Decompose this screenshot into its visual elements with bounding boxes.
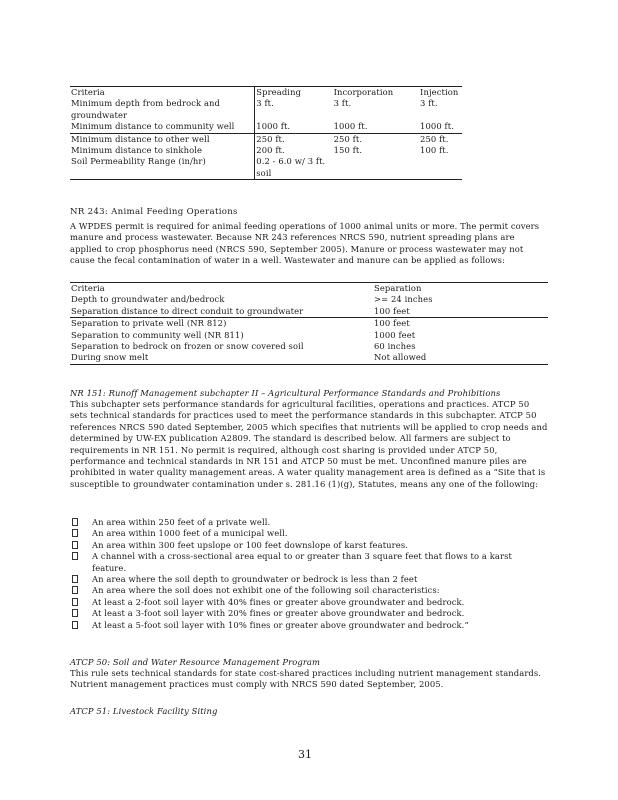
table-cell: >= 24 inches bbox=[374, 294, 433, 305]
bullet-box-icon bbox=[72, 541, 78, 549]
list-item bbox=[70, 528, 548, 539]
list-item-text: An area where the soil depth to groundwater or bedrock is less than 2 feet bbox=[92, 574, 418, 585]
table-cell: During snow melt bbox=[70, 352, 373, 364]
table-cell: Soil Permeability Range (in/hr) bbox=[70, 156, 255, 179]
nr151-title: NR 151: Runoff Management subchapter II – Agricultural Performance Standards and Prohibitions bbox=[70, 388, 501, 398]
table-cell: 250 ft. bbox=[419, 133, 462, 145]
water-quality-area-list bbox=[70, 517, 548, 631]
table-row bbox=[70, 145, 462, 156]
table-cell: 3 ft. bbox=[420, 98, 438, 109]
page-number: 31 bbox=[298, 748, 312, 761]
table-cell: Minimum depth from bedrock and groundwater bbox=[70, 98, 255, 121]
list-item-text: At least a 5-foot soil layer with 10% fines or greater above groundwater and bedrock.” bbox=[92, 619, 469, 630]
bullet-box-icon bbox=[72, 529, 78, 537]
bullet-box-icon bbox=[72, 598, 78, 606]
table-cell: 1000 ft. bbox=[333, 121, 368, 132]
table-cell: 0.2 - 6.0 w/ 3 ft. soil bbox=[255, 156, 333, 179]
table-cell: Minimum distance to sinkhole bbox=[70, 145, 255, 156]
application-criteria-table bbox=[70, 86, 462, 180]
separation-table bbox=[70, 282, 548, 365]
nr151-paragraph: This subchapter sets performance standards for agricultural facilities, operations and practices. ATCP 50 sets technical standards for practices used to meet the performance standards in this subchapter. ATCP 50 references NRCS 590 dated September, 2005 which specifies that nutrients will be applied to crop needs and determined by UW-EX publication A2809. The standard is described below. All farmers are subject to requirements in NR 151. No permit is required, although cost sharing is provided under ATCP 50, performance and technical standards in NR 151 and ATCP 50 must be met. Unconfined manure piles are prohibited in water quality management areas. A water quality management area is defined as a “Site that is susceptible to groundwater contamination under s. 281.16 (1)(g), Statutes, means any one of the following: bbox=[70, 399, 548, 489]
bullet-box-icon bbox=[72, 586, 78, 594]
list-item bbox=[70, 608, 548, 619]
table-cell: Separation distance to direct conduit to groundwater bbox=[71, 305, 304, 316]
list-item bbox=[70, 551, 548, 574]
nr243-paragraph: A WPDES permit is required for animal feeding operations of 1000 animal units or more. The permit covers manure and process wastewater. Because NR 243 references NRCS 590, nutrient spreading plans are applied to crop phosphorus need (NRCS 590, September 2005). Manure or process wastewater may not cause the fecal contamination of water in a well. Wastewater and manure can be applied as follows: bbox=[70, 221, 540, 266]
bullet-box-icon bbox=[72, 609, 78, 617]
bullet-box-icon bbox=[72, 575, 78, 583]
bullet-box-icon bbox=[72, 518, 78, 526]
table-cell: 100 feet bbox=[374, 305, 410, 316]
table-row bbox=[70, 318, 548, 330]
table-cell: 100 feet bbox=[373, 318, 548, 330]
list-item-text: An area within 1000 feet of a municipal well. bbox=[92, 528, 288, 539]
table-header-cell: Criteria bbox=[70, 283, 373, 295]
table-cell: 60 inches bbox=[374, 341, 416, 352]
table-row bbox=[70, 341, 548, 352]
list-item-text: An area within 300 feet upslope or 100 feet downslope of karst features. bbox=[92, 539, 408, 550]
atcp51-title: ATCP 51: Livestock Facility Siting bbox=[70, 706, 218, 716]
table-row bbox=[70, 294, 548, 305]
table-cell: Separation to bedrock on frozen or snow covered soil bbox=[71, 341, 304, 352]
table-row bbox=[70, 98, 462, 121]
table-header-cell: Criteria bbox=[70, 87, 255, 99]
table-row bbox=[70, 306, 548, 318]
bullet-box-icon bbox=[72, 621, 78, 629]
list-item bbox=[70, 540, 548, 551]
table-cell: 200 ft. bbox=[256, 145, 285, 156]
table-header-cell: Incorporation bbox=[333, 87, 419, 99]
table-cell: Minimum distance to community well bbox=[70, 121, 255, 133]
table-row bbox=[70, 352, 548, 364]
list-item-text: A channel with a cross-sectional area equal to or greater than 3 square feet that flows to a karst feature. bbox=[92, 551, 512, 573]
list-item bbox=[70, 574, 548, 585]
bullet-box-icon bbox=[72, 552, 78, 560]
atcp50-title: ATCP 50: Soil and Water Resource Management Program bbox=[70, 657, 321, 667]
table-cell: 1000 feet bbox=[374, 329, 416, 340]
table-header-cell: Spreading bbox=[255, 87, 333, 99]
table-row bbox=[70, 156, 462, 179]
table-header-cell: Injection bbox=[419, 87, 462, 99]
table-header-row bbox=[70, 87, 462, 99]
list-item-text: An area within 250 feet of a private well. bbox=[92, 517, 271, 527]
list-item-text: At least a 3-foot soil layer with 20% fines or greater above groundwater and bedrock. bbox=[92, 608, 465, 619]
table-cell: Separation to private well (NR 812) bbox=[70, 318, 373, 330]
nr243-heading: NR 243: Animal Feeding Operations bbox=[70, 207, 238, 217]
table-cell: Separation to community well (NR 811) bbox=[71, 329, 244, 340]
table-cell: 250 ft. bbox=[255, 133, 333, 145]
table-cell: Depth to groundwater and/bedrock bbox=[71, 294, 225, 305]
table-row bbox=[70, 133, 462, 145]
list-item-text: An area where the soil does not exhibit one of the following soil characteristics: bbox=[92, 585, 440, 596]
list-item bbox=[70, 620, 548, 631]
table-row bbox=[70, 330, 548, 341]
table-header-cell: Separation bbox=[373, 283, 548, 295]
table-cell: 3 ft. bbox=[333, 98, 352, 109]
atcp50-paragraph: This rule sets technical standards for state cost-shared practices including nutrient management standards. Nutrient management practices must comply with NRCS 590 dated September, 2005. bbox=[70, 668, 542, 690]
table-cell: 100 ft. bbox=[420, 145, 449, 156]
table-cell: 150 ft. bbox=[333, 145, 363, 156]
table-cell: 3 ft. bbox=[256, 98, 274, 109]
list-item bbox=[70, 597, 548, 608]
table-cell: 1000 ft. bbox=[420, 121, 454, 132]
table-cell bbox=[419, 156, 462, 179]
table-header-row bbox=[70, 283, 548, 295]
table-cell: Not allowed bbox=[373, 352, 548, 364]
list-item bbox=[70, 585, 548, 596]
table-cell: Minimum distance to other well bbox=[70, 133, 255, 145]
table-row bbox=[70, 121, 462, 133]
list-item-text: At least a 2-foot soil layer with 40% fines or greater above groundwater and bedrock. bbox=[92, 596, 465, 607]
table-cell: 250 ft. bbox=[333, 133, 419, 145]
table-cell: 1000 ft. bbox=[256, 121, 291, 132]
list-item bbox=[70, 517, 548, 528]
table-cell bbox=[333, 156, 419, 179]
